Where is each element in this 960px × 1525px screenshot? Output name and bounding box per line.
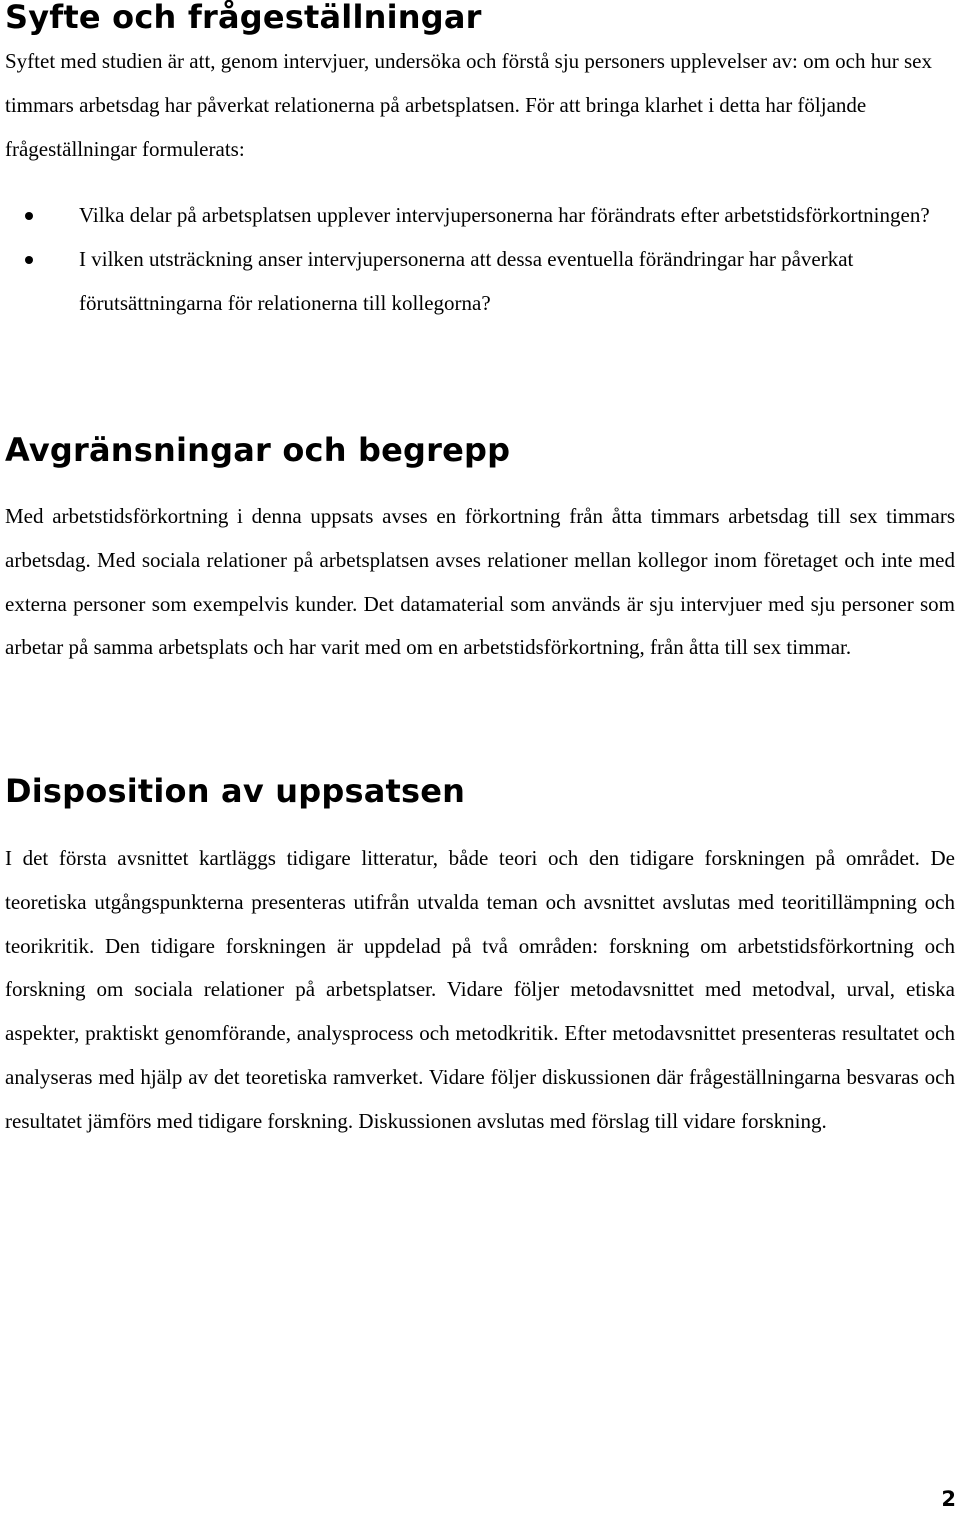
section-heading-avgransningar: Avgränsningar och begrepp [5, 431, 511, 469]
list-item-text: Vilka delar på arbetsplatsen upplever intervjupersonerna har förändrats efter arbetstidsförkortningen? [79, 203, 930, 227]
research-questions-list [0, 194, 955, 325]
section-heading-disposition: Disposition av uppsatsen [5, 772, 466, 810]
list-item [0, 194, 955, 238]
paragraph-disposition: I det första avsnittet kartläggs tidigare litteratur, både teori och den tidigare forskningen på området. De teoretiska utgångspunkterna presenteras utifrån utvalda teman och avsnittet avslutas med teoritillämpning och teorikritik. Den tidigare forskningen är uppdelad på två områden: forskning om arbetstidsförkortning och forskning om sociala relationer på arbetsplatser. Vidare följer metodavsnittet med metodval, urval, etiska aspekter, praktiskt genomförande, analysprocess och metodkritik. Efter metodavsnittet presenteras resultatet och analyseras med hjälp av det teoretiska ramverket. Vidare följer diskussionen där frågeställningarna besvaras och resultatet jämförs med tidigare forskning. Diskussionen avslutas med förslag till vidare forskning. [5, 846, 955, 1133]
paragraph-avgransningar: Med arbetstidsförkortning i denna uppsats avses en förkortning från åtta timmars arbetsdag till sex timmars arbetsdag. Med sociala relationer på arbetsplatsen avses relationer mellan kollegor inom företaget och inte med externa personer som exempelvis kunder. Det datamaterial som används är sju intervjuer med sju personer som arbetar på samma arbetsplats och har varit med om en arbetstidsförkortning, från åtta till sex timmar. [5, 504, 955, 660]
paragraph-syfte: Syftet med studien är att, genom intervjuer, undersöka och förstå sju personers upplevelser av: om och hur sex timmars arbetsdag har påverkat relationerna på arbetsplatsen. För att bringa klarhet i detta har följande frågeställningar formulerats: [5, 49, 932, 161]
page-number: 2 [941, 1487, 956, 1511]
section-heading-syfte: Syfte och frågeställningar [5, 0, 482, 36]
bullet-icon [25, 256, 33, 264]
list-item [0, 238, 955, 326]
bullet-icon [25, 212, 33, 220]
list-item-text: I vilken utsträckning anser intervjupersonerna att dessa eventuella förändringar har påverkat förutsättningarna för relationerna till kollegorna? [79, 246, 854, 315]
